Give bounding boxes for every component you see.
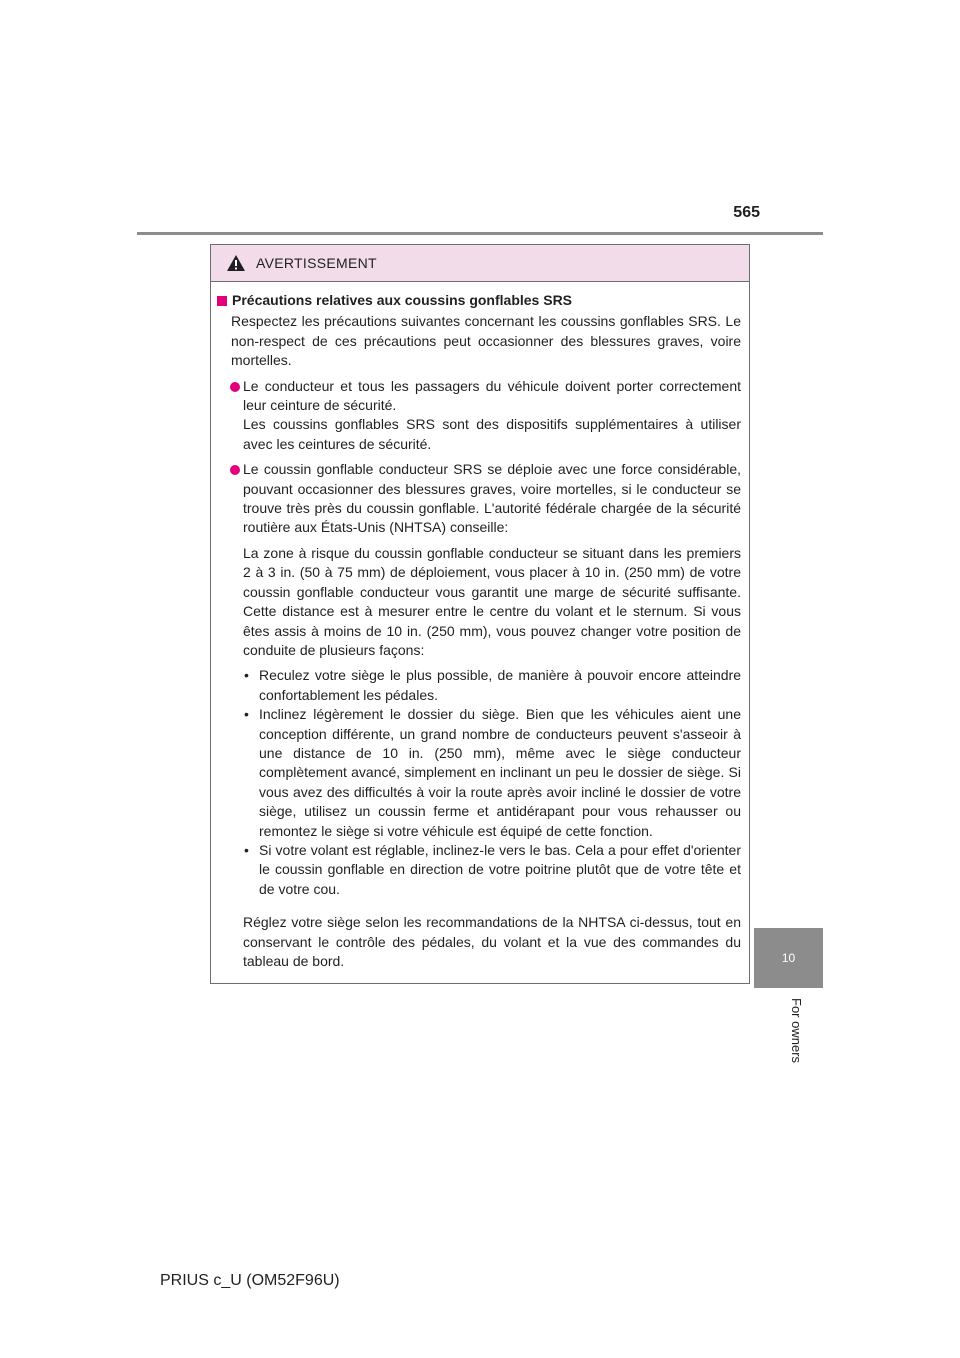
bullet-text: Le coussin gonflable conducteur SRS se déploie avec une force considérable, pouvant occasionner des blessures graves, voire mortelles, si le conducteur se trouve très près du coussin gonflable. L'autorité fédérale chargée de la sécurité routière aux États-Unis (NHTSA) conseille: [243,461,741,536]
circle-bullet-icon [230,382,240,392]
page-number: 565 [733,204,760,221]
list-bullet-mark: • [244,841,249,858]
section-title [217,291,741,310]
list-bullet-mark: • [244,667,249,684]
list-item [243,705,741,841]
section-title-text: Précautions relatives aux coussins gonflables SRS [232,292,573,308]
list-item [243,841,741,899]
closing-paragraph: Réglez votre siège selon les recommandations de la NHTSA ci-dessus, tout en conservant le contrôle des pédales, du volant et la vue des commandes du tableau de bord. [243,914,741,969]
intro-paragraph: Respectez les précautions suivantes concernant les coussins gonflables SRS. Le non-respect de ces précautions peut occasionner des blessures graves, voire mortelles. [231,313,741,369]
bullet-item [217,460,741,538]
warning-header [211,245,749,282]
chapter-label: For owners [789,998,804,1064]
chapter-number: 10 [781,951,796,965]
bullet-text: Les coussins gonflables SRS sont des dispositifs supplémentaires à utiliser avec les ceintures de sécurité. [243,416,741,452]
list-bullet-mark: • [244,706,249,723]
nhtsa-paragraph: La zone à risque du coussin gonflable conducteur se situant dans les premiers 2 à 3 in. (50 à 75 mm) de déploiement, vous placer à 10 in. (250 mm) de votre coussin gonflable conducteur vous garantit une marge de sécurité suffisante. Cette distance est à mesurer entre le centre du volant et le sternum. Si vous êtes assis à moins de 10 in. (250 mm), vous pouvez changer votre position de conduite de plusieurs façons: [243,544,741,658]
list-item-text: Si votre volant est réglable, inclinez-le vers le bas. Cela a pour effet d'orienter le coussin gonflable en direction de votre poitrine plutôt que de votre tête et de votre cou. [259,841,741,897]
chapter-tab [754,928,823,988]
warning-box [210,244,750,984]
warning-header-label: AVERTISSEMENT [256,255,377,271]
bullet-text: Le conducteur et tous les passagers du véhicule doivent porter correctement leur ceinture de sécurité. [243,377,741,414]
warning-content [211,282,749,971]
list-item-text: Inclinez légèrement le dossier du siège. Bien que les véhicules aient une conception différente, un grand nombre de conducteurs peuvent s'asseoir à une distance de 10 in. (250 mm), même avec le siège conducteur complètement avancé, simplement en inclinant un peu le dossier de siège. Si vous avez des difficultés à voir la route après avoir incliné le dossier de votre siège, utilisez un coussin ferme et antidérapant pour vous rehausser ou remontez le siège si votre véhicule est équipé de cette fonction. [259,706,741,839]
bullet-item [217,377,741,455]
header-rule [137,232,823,235]
footer-model-code: PRIUS c_U (OM52F96U) [160,1272,340,1289]
list-item-text: Reculez votre siège le plus possible, de manière à pouvoir encore atteindre confortablement les pédales. [259,667,741,703]
circle-bullet-icon [230,465,240,475]
square-bullet-icon [217,296,227,306]
list-item [243,666,741,705]
recommendation-list [217,666,741,899]
warning-triangle-icon [226,254,246,272]
